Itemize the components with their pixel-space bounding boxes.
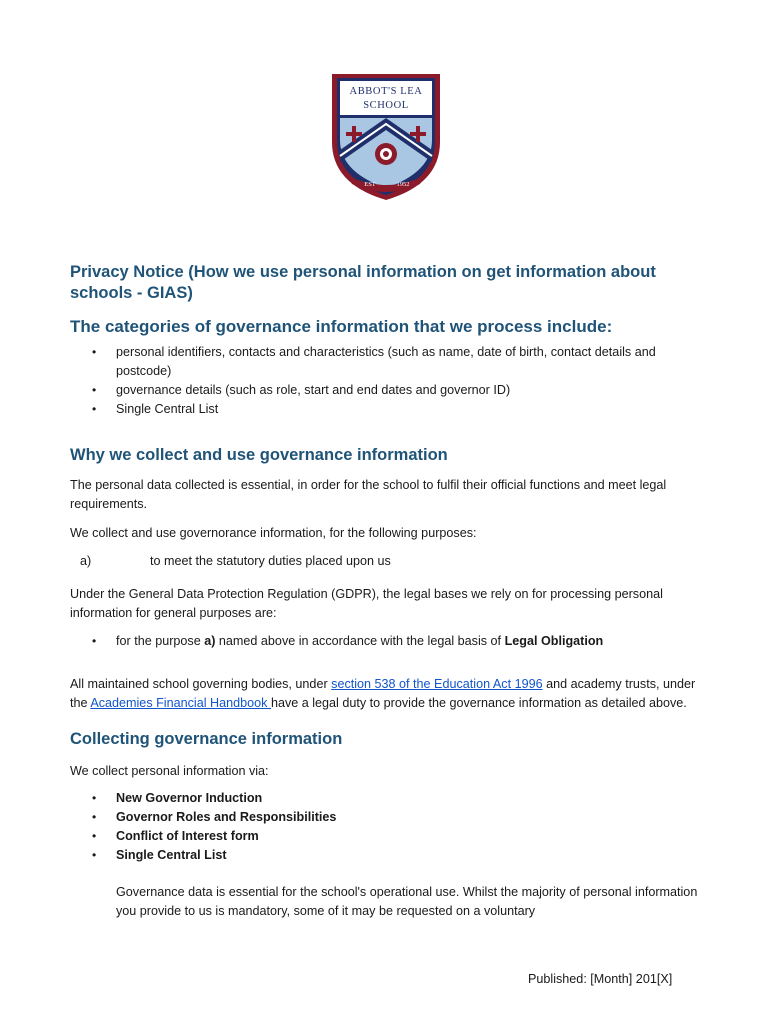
education-act-link[interactable]: section 538 of the Education Act 1996 <box>331 677 543 691</box>
crest-rose <box>375 143 397 165</box>
why-heading: Why we collect and use governance information <box>70 446 448 464</box>
why-paragraph-4 <box>70 675 710 713</box>
categories-heading: The categories of governance information that we process include: <box>70 317 613 336</box>
basis-bold-a: a) <box>204 634 216 648</box>
list-item: • governance details (such as role, start and end dates and governor ID) <box>70 381 710 400</box>
list-item-label: Conflict of Interest form <box>116 829 259 843</box>
list-item <box>70 632 710 651</box>
school-crest-logo <box>330 72 442 202</box>
collecting-paragraph: Governance data is essential for the school's operational use. Whilst the majority of personal information you provide to us is mandatory, some of it may be requested on a voluntary <box>116 885 698 918</box>
crest-est: EST <box>364 181 376 188</box>
why-paragraph-1: The personal data collected is essential, in order for the school to fulfil their official functions and meet legal requirements. <box>70 478 667 511</box>
purpose-row <box>70 552 710 571</box>
list-item <box>70 789 710 808</box>
list-item-label: New Governor Induction <box>116 791 263 805</box>
para4-post: have a legal duty to provide the governance information as detailed above. <box>270 696 687 710</box>
collecting-list <box>70 789 710 865</box>
legal-basis-list <box>70 632 710 651</box>
basis-mid: named above in accordance with the legal basis of <box>215 634 505 648</box>
list-item <box>70 827 710 846</box>
crest-line2: SCHOOL <box>363 100 409 111</box>
para4-pre: All maintained school governing bodies, under <box>70 677 332 691</box>
academies-handbook-link[interactable]: Academies Financial Handbook <box>90 696 271 710</box>
purpose-text: to meet the statutory duties placed upon us <box>150 554 391 568</box>
basis-bold-b: Legal Obligation <box>504 634 604 648</box>
page-title: Privacy Notice (How we use personal information on get information about schools - GIAS) <box>70 263 656 302</box>
document-body <box>70 262 710 921</box>
collecting-heading: Collecting governance information <box>70 730 343 748</box>
collecting-intro: We collect personal information via: <box>70 764 269 778</box>
para4-mid: and academy trusts, under the <box>70 677 696 710</box>
list-item: • Single Central List <box>70 400 710 419</box>
published-footer: Published: [Month] 201[X] <box>528 972 673 986</box>
list-item-label: Governor Roles and Responsibilities <box>116 810 337 824</box>
why-paragraph-3: Under the General Data Protection Regulation (GDPR), the legal bases we rely on for processing personal information for general purposes are: <box>70 587 663 620</box>
basis-pre: for the purpose <box>116 634 205 648</box>
list-item <box>70 846 710 865</box>
crest-year: 1952 <box>396 181 410 188</box>
why-paragraph-2: We collect and use governorance information, for the following purposes: <box>70 526 477 540</box>
purpose-label: a) <box>80 554 92 568</box>
categories-list <box>70 343 710 419</box>
list-item: • personal identifiers, contacts and characteristics (such as name, date of birth, contact details and postcode) <box>70 343 710 381</box>
crest-line1: ABBOT'S LEA <box>349 86 423 97</box>
list-item <box>70 808 710 827</box>
list-item-label: Single Central List <box>116 848 227 862</box>
